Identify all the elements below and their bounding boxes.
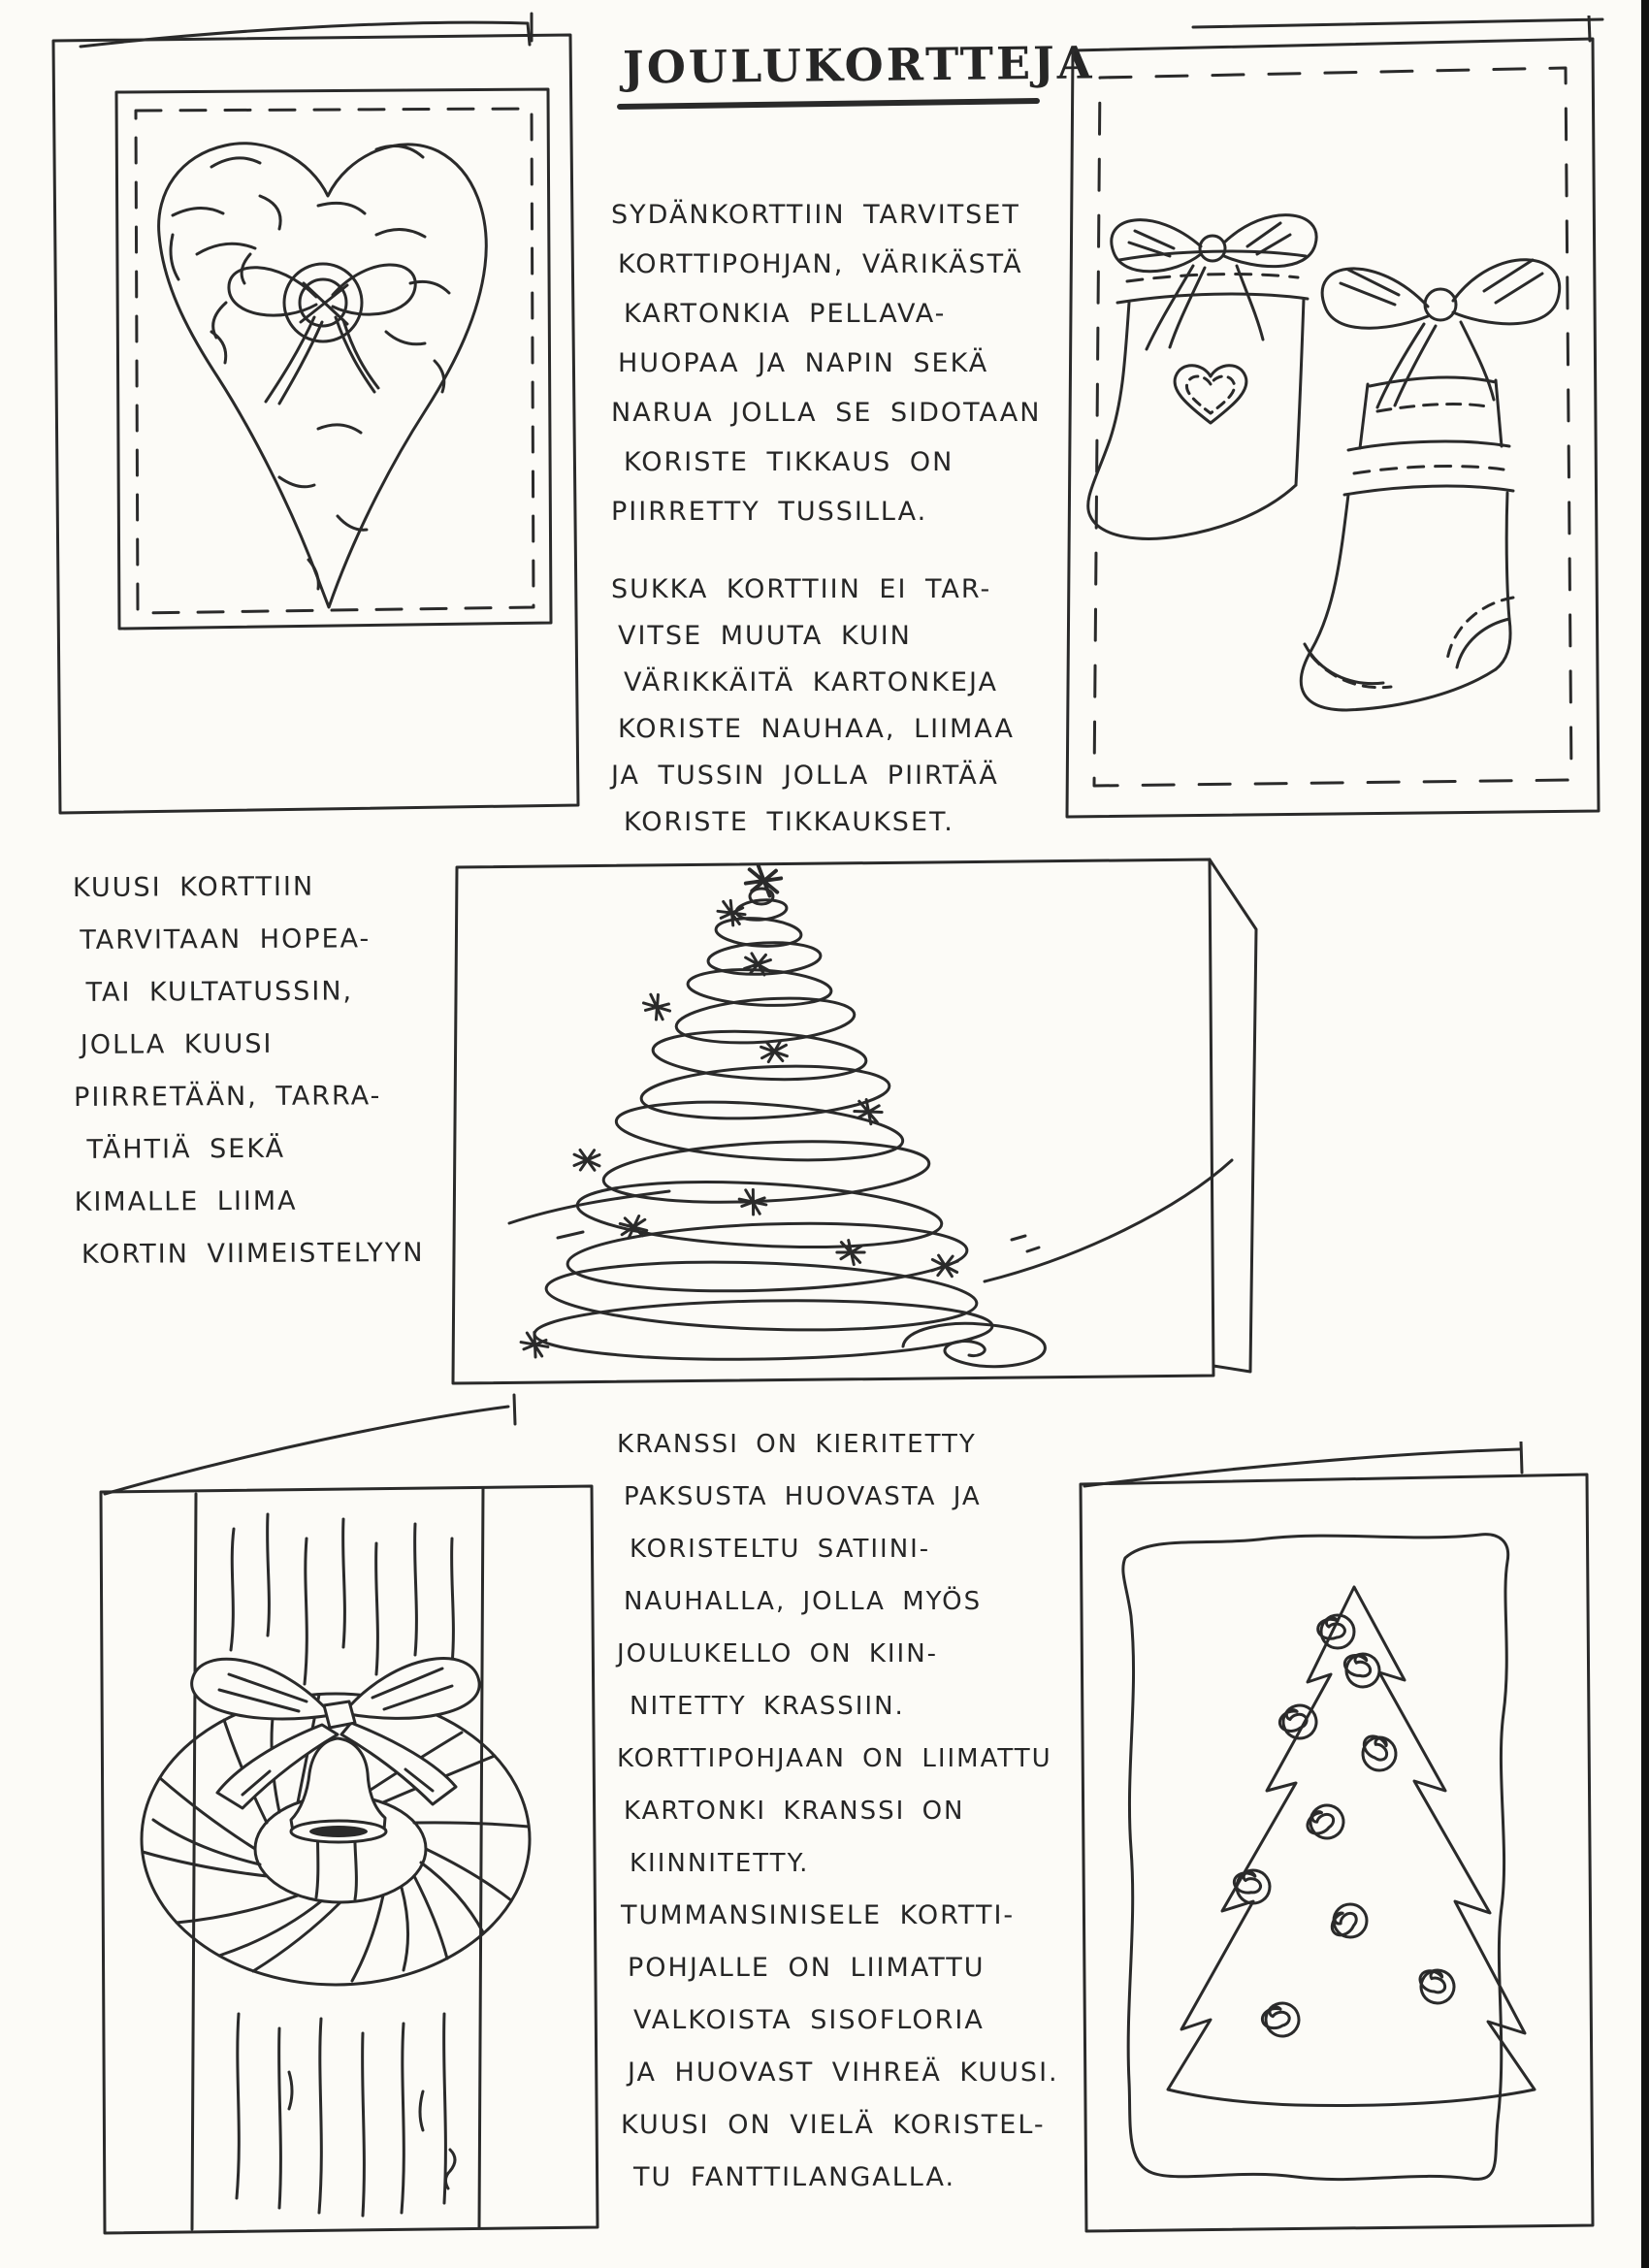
zigzag-tree-icon — [1168, 1587, 1535, 2105]
page-title: JOULUKORTTEJA — [622, 36, 1095, 94]
wreath-card-instructions — [617, 1418, 1052, 1890]
heart-card-instructions — [611, 190, 1041, 536]
wreath-card-illustration — [35, 1393, 617, 2268]
text-line: NARUA JOLLA SE SIDOTAAN — [611, 398, 1042, 428]
text-line: PIIRRETTY TUSSILLA. — [611, 497, 928, 527]
blue-card-instructions — [621, 1890, 1059, 2204]
text-line: KUUSI ON VIELÄ KORISTEL- — [621, 2110, 1046, 2140]
scribble-tree-card-illustration — [441, 840, 1305, 1403]
text-line: KIINNITETTY. — [630, 1849, 810, 1878]
text-line: POHJALLE ON LIIMATTU — [628, 1953, 986, 1983]
text-line: VITSE MUUTA KUIN — [618, 621, 912, 651]
heel-patch-icon — [1447, 598, 1513, 667]
wavy-border-icon — [1123, 1535, 1508, 2180]
folded-card-outline-icon — [53, 14, 578, 813]
text-line: KORISTE NAUHAA, LIIMAA — [618, 714, 1016, 744]
text-line: TÄHTIÄ SEKÄ — [86, 1133, 286, 1165]
text-line: HUOPAA JA NAPIN SEKÄ — [618, 348, 989, 378]
text-line: KARTONKI KRANSSI ON — [624, 1797, 965, 1826]
text-line: JA TUSSIN JOLLA PIIRTÄÄ — [611, 761, 999, 791]
text-line: KORISTE TIKKAUKSET. — [624, 807, 954, 837]
text-line: KUUSI KORTTIIN — [72, 871, 315, 903]
text-line: KIMALLE LIIMA — [74, 1185, 298, 1217]
text-line: VALKOISTA SISOFLORIA — [633, 2005, 985, 2035]
left-stocking-icon — [1088, 215, 1316, 539]
right-stocking-icon — [1301, 260, 1559, 710]
text-line: SYDÄNKORTTIIN TARVITSET — [611, 200, 1020, 230]
text-line: TARVITAAN HOPEA- — [80, 923, 372, 956]
left-bow-icon — [1112, 215, 1316, 349]
text-line: NITETTY KRASSIIN. — [630, 1692, 905, 1721]
text-line: VÄRIKKÄITÄ KARTONKEJA — [624, 667, 998, 697]
text-line: KORTIN VIIMEISTELYYN — [81, 1238, 425, 1270]
tree-ornaments-icon — [1231, 1615, 1460, 2039]
text-line: PIIRRETÄÄN, TARRA- — [74, 1081, 382, 1113]
tree-stars-icon — [518, 865, 960, 1359]
text-line: KRANSSI ON KIERITETTY — [617, 1430, 977, 1459]
text-line: TAI KULTATUSSIN, — [85, 976, 354, 1008]
text-line: KORISTELTU SATIINI- — [630, 1535, 931, 1564]
card-outline-icon — [1067, 16, 1602, 817]
right-bow-icon — [1322, 260, 1559, 407]
heart-card-illustration — [27, 12, 590, 817]
title-underline — [617, 98, 1040, 110]
toe-patch-icon — [1305, 644, 1391, 688]
text-line: KORTTIPOHJAAN ON LIIMATTU — [617, 1744, 1052, 1773]
spiral-doodle-icon — [903, 1323, 1045, 1366]
scan-edge-artifact — [1641, 0, 1649, 2268]
heart-patch-icon — [1175, 366, 1246, 423]
text-line: JOLLA KUUSI — [80, 1028, 274, 1060]
text-line: NAUHALLA, JOLLA MYÖS — [624, 1587, 983, 1616]
text-line: JA HUOVAST VIHREÄ KUUSI. — [628, 2057, 1059, 2088]
stockings-card-illustration — [1057, 16, 1620, 828]
blue-tree-card-illustration — [1063, 1442, 1649, 2268]
text-line: SUKKA KORTTIIN EI TAR- — [611, 574, 992, 604]
text-line: TUMMANSINISELE KORTTI- — [621, 1900, 1016, 1930]
text-line: KARTONKIA PELLAVA- — [624, 299, 947, 329]
stocking-card-instructions — [611, 567, 1015, 846]
horizon-lines-icon — [509, 1160, 1232, 1281]
text-line: JOULUKELLO ON KIIN- — [617, 1639, 939, 1669]
text-line: PAKSUSTA HUOVASTA JA — [624, 1482, 982, 1511]
text-line: TU FANTTILANGALLA. — [633, 2162, 956, 2192]
text-line: KORISTE TIKKAUS ON — [624, 447, 954, 477]
tree-card-instructions — [73, 860, 425, 1281]
text-line: KORTTIPOHJAN, VÄRIKÄSTÄ — [618, 249, 1023, 279]
crumpled-heart-icon — [159, 144, 487, 607]
